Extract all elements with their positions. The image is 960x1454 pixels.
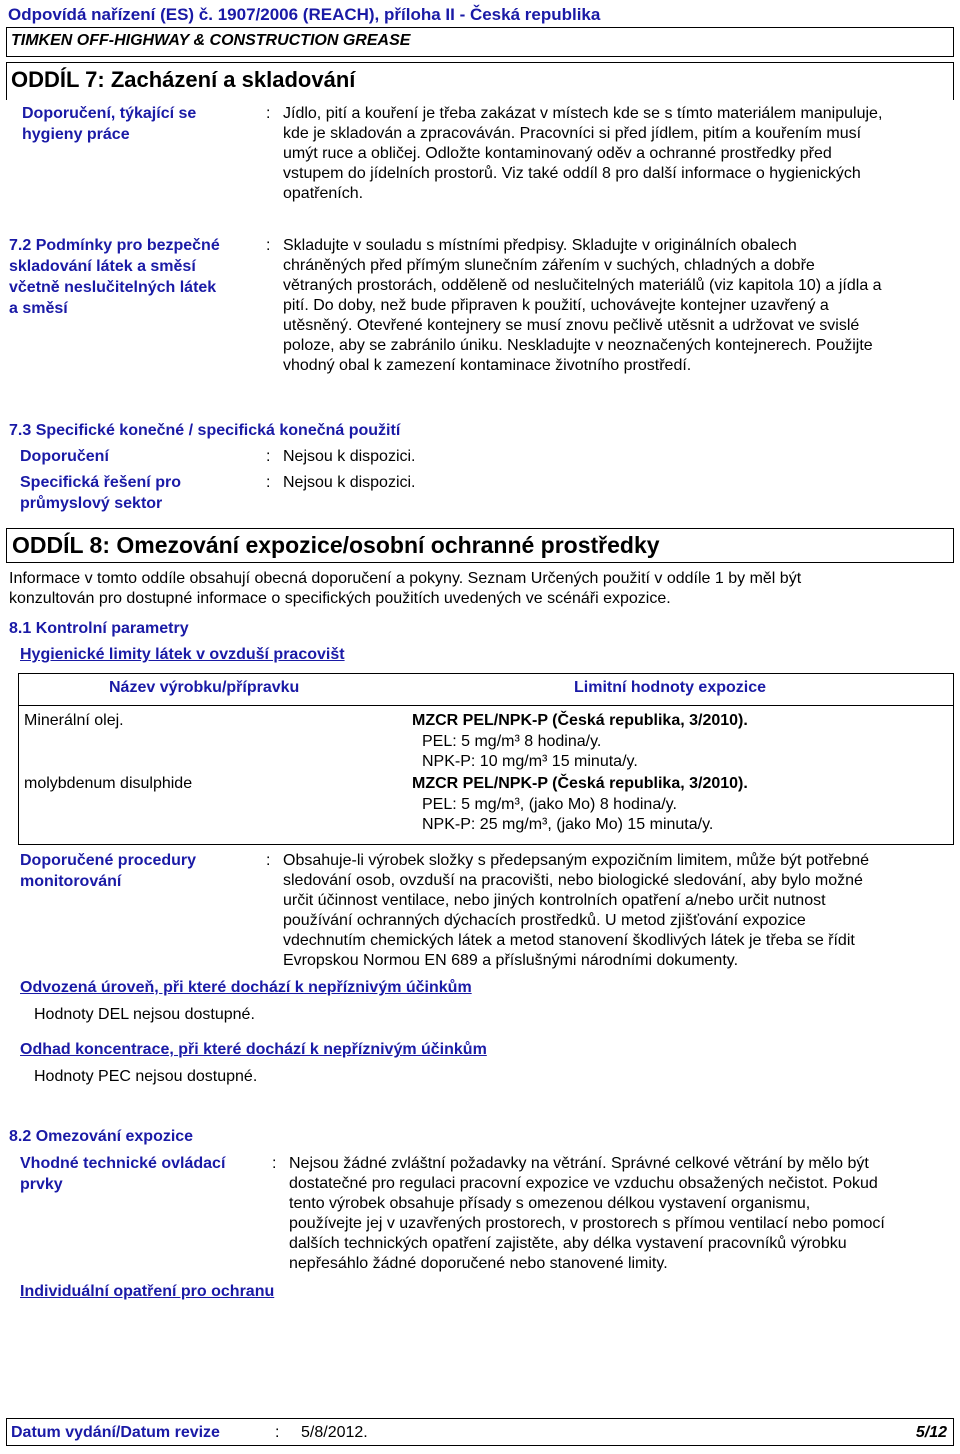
hygiene-label: Doporučení, týkající se hygieny práce [22,105,197,143]
technical-controls-label: Vhodné technické ovládací prvky [20,1155,226,1193]
recommendation-value: Nejsou k dispozici. [283,448,416,465]
industry-label: Specifická řešení pro průmyslový sektor [20,474,181,512]
recommendation-label: Doporučení [20,448,109,465]
specific-use-title: 7.3 Specifické konečné / specifická konečná použití [9,422,401,439]
table-row-source: MZCR PEL/NPK-P (Česká republika, 3/2010). [412,775,748,792]
monitoring-colon: : [266,852,271,869]
exposure-control-title: 8.2 Omezování expozice [9,1128,194,1145]
section8-intro: Informace v tomto oddíle obsahují obecná doporučení a pokyny. Seznam Určených použití v oddíle 1 by měl být konzultován pro dostupné informace o specifických použitích uvedených ve scénáři expozice. [9,570,802,607]
storage-text: Skladujte v souladu s místními předpisy. Skladujte v originálních obalech chráněných před přímým slunečním zářením v suchých, chladných a dobře větraných prostorách, odděleně od neslučitelných materiálů (viz kapitola 10) a jídla a pití. Do doby, než bude připraven k použití, uchovávejte kontejner uzavřený a utěsněný. Otevřené kontejnery se musí znovu pečlivě utěsnit a udržovat ve svislé poloze, aby se zabránilo úniku. Neskladujte v neoznačených kontejnerech. Použijte vhodný obal k zamezení kontaminace životního prostředí. [283,237,882,374]
industry-value: Nejsou k dispozici. [283,474,416,491]
hygiene-text: Jídlo, pití a kouření je třeba zakázat v místech kde se s tímto materiálem manipuluje, kde je skladován a zpracováván. Pracovníci si před jídlem, pitím a kouřením musí umýt ruce a obličej. Odložte kontaminovaný oděv a ochranné prostředky před vstupem do jídelních prostorů. Viz také oddíl 8 pro další informace o hygienických opatřeních. [283,105,883,202]
industry-colon: : [266,474,271,491]
table-row-product: molybdenum disulphide [24,775,193,792]
hygiene-colon: : [266,105,271,122]
product-title-box [6,27,954,57]
footer-date: 5/8/2012. [301,1424,368,1441]
monitoring-label: Doporučené procedury monitorování [20,852,197,890]
individual-protection-title: Individuální opatření pro ochranu [20,1283,275,1300]
table-row-limit: PEL: 5 mg/m³, (jako Mo) 8 hodina/y. [422,796,677,813]
table-row-limit: PEL: 5 mg/m³ 8 hodina/y. [422,733,602,750]
table-row-product: Minerální olej. [24,712,124,729]
table-row-limit: NPK-P: 25 mg/m³, (jako Mo) 15 minuta/y. [422,816,714,833]
footer-box [6,1418,954,1446]
technical-text: Nejsou žádné zvláštní požadavky na větrání. Správné celkové větrání by mělo být dostatečné pro regulaci pracovní expozice ve vzduchu obsažených nečistot. Pokud tento výrobek obsahuje přísady s omezenou délkou vystavení organismu, používejte jej v uzavřených prostorech, v prostorech s přímou ventilací nebo pomocí dalších technických opatření zajistěte, aby délka vystavení pracovníků výrobku nepřesáhlo žádné doporučené nebo stanovené limity. [289,1155,885,1272]
table-row-limit: NPK-P: 10 mg/m³ 15 minuta/y. [422,753,638,770]
technical-colon: : [272,1155,277,1172]
page-number: 5/12 [915,1424,947,1441]
monitoring-text: Obsahuje-li výrobek složky s předepsaným expozičním limitem, může být potřebné sledování osob, ovzduší na pracovišti, nebo biologické sledování, aby bylo možné určit účinnost ventilace, nebo jiných kontrolních opatření a/nebo určit nutnost používání ochranných dýchacích prostředků. U metod zjišťování expozice vdechnutím chemických látek a metod stanovení škodlivých látek je třeba se řídit Evropskou Normou EN 689 a příslušnými národními dokumenty. [283,852,870,969]
table-header-divider [19,705,953,706]
section7-title: ODDÍL 7: Zacházení a skladování [11,67,356,92]
storage-label: 7.2 Podmínky pro bezpečné skladování látek a směsí včetně neslučitelných látek a směsí [9,237,220,317]
pnec-title: Odhad koncentrace, při které dochází k nepříznivým účinkům [20,1041,487,1058]
table-row-source: MZCR PEL/NPK-P (Česká republika, 3/2010). [412,712,748,729]
footer-date-label: Datum vydání/Datum revize [11,1424,220,1441]
regulation-header: Odpovídá nařízení (ES) č. 1907/2006 (REACH), příloha II - Česká republika [8,5,601,24]
dnel-text: Hodnoty DEL nejsou dostupné. [34,1006,255,1023]
exposure-limits-title: Hygienické limity látek v ovzduší pracovišt [20,646,345,663]
exposure-limits-table [18,673,954,845]
storage-colon: : [266,237,271,254]
pnec-text: Hodnoty PEC nejsou dostupné. [34,1068,258,1085]
table-header-limits: Limitní hodnoty expozice [574,679,767,696]
footer-colon: : [275,1424,280,1441]
control-parameters-title: 8.1 Kontrolní parametry [9,620,189,637]
dnel-title: Odvozená úroveň, při které dochází k nepříznivým účinkům [20,979,472,996]
product-title: TIMKEN OFF-HIGHWAY & CONSTRUCTION GREASE [11,32,411,49]
section8-title: ODDÍL 8: Omezování expozice/osobní ochranné prostředky [12,532,660,558]
recommendation-colon: : [266,448,271,465]
table-header-product: Název výrobku/přípravku [109,679,300,696]
